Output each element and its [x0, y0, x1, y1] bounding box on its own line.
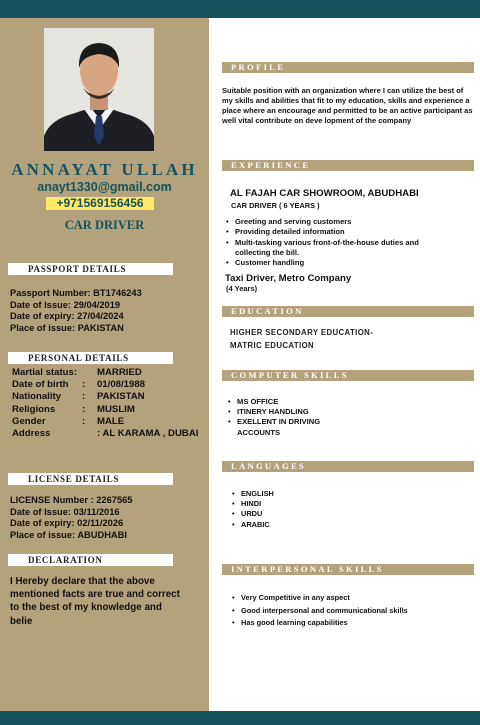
profile-summary: Suitable position with an organization where I can utilize the best of my skills and abilities that fit to my education, skills and experience a place where an encourage and permitted to be an active participant as well vital contribute on deve lopment of the company	[222, 86, 473, 125]
second-job-title: Taxi Driver, Metro Company	[225, 273, 352, 284]
list-item: • ARABIC	[232, 520, 392, 530]
declaration-heading: DECLARATION	[8, 554, 173, 566]
passport-heading: PASSPORT DETAILS	[8, 263, 173, 275]
personal-details-table	[12, 367, 198, 440]
passport-line: Date of expiry: 27/04/2024	[10, 311, 124, 322]
list-item: • Very Competitive in any aspect	[232, 592, 472, 605]
table-row	[12, 367, 198, 379]
detail-value: 01/08/1988	[97, 379, 146, 391]
detail-separator: :	[82, 391, 86, 403]
duties-list	[226, 217, 456, 268]
list-item: • URDU	[232, 509, 392, 519]
license-line: Date of expiry: 02/11/2026	[10, 518, 124, 529]
interpersonal-heading: INTERPERSONAL SKILLS	[222, 564, 474, 575]
company-name: AL FAJAH CAR SHOWROOM, ABUDHABI	[230, 188, 419, 199]
profile-photo	[44, 28, 154, 151]
interpersonal-skills-list	[232, 592, 472, 630]
detail-label: Martial status:	[12, 367, 78, 378]
license-line: LICENSE Number : 2267565	[10, 495, 133, 505]
job-role: CAR DRIVER ( 6 YEARS )	[231, 201, 320, 210]
table-row	[12, 404, 198, 416]
passport-line: Place of issue: PAKISTAN	[10, 323, 124, 334]
detail-separator: :	[82, 403, 86, 415]
table-row	[12, 391, 198, 403]
declaration-text: I Hereby declare that the above mentioned facts are true and correct to the best of my knowledge and belie	[10, 576, 180, 627]
list-item: • MS OFFICE	[228, 397, 428, 407]
list-item: HIGHER SECONDARY EDUCATION-	[230, 328, 374, 337]
detail-label: Religions	[12, 403, 56, 415]
list-item: • Multi-tasking various front-of-the-house duties and collecting the bill.	[226, 238, 456, 259]
detail-separator	[82, 367, 97, 379]
detail-value: : AL KARAMA , DUBAI	[97, 428, 199, 440]
languages-heading: LANGUAGES	[222, 461, 474, 472]
languages-list	[232, 489, 392, 530]
license-line: Place of issue: ABUDHABI	[10, 530, 127, 541]
profile-heading: PROFILE	[222, 62, 474, 73]
bottom-banner	[0, 711, 480, 725]
license-line: Date of Issue: 03/11/2016	[10, 506, 120, 517]
phone-highlight	[46, 197, 154, 210]
license-heading: LICENSE DETAILS	[8, 473, 173, 485]
detail-value: PAKISTAN	[97, 391, 145, 403]
detail-separator	[82, 428, 97, 440]
detail-label: Nationality	[12, 391, 62, 403]
detail-value: MARRIED	[97, 367, 142, 378]
list-item: • Providing detailed information	[226, 227, 456, 237]
list-item: • Has good learning capabilities	[232, 617, 472, 630]
personal-heading: PERSONAL DETAILS	[8, 352, 173, 364]
table-row	[12, 379, 198, 391]
list-item: • Greeting and serving customers	[226, 217, 456, 227]
detail-label: Address	[12, 428, 51, 440]
list-item: MATRIC EDUCATION	[230, 340, 315, 350]
table-row	[12, 428, 198, 440]
detail-label: Date of birth	[12, 379, 69, 391]
education-list	[230, 327, 373, 352]
passport-line: Date of Issue: 29/04/2019	[10, 299, 121, 310]
detail-separator: :	[82, 415, 86, 427]
computer-skills-list	[228, 397, 428, 438]
list-item: • Good interpersonal and communicational skills	[232, 605, 472, 618]
table-row	[12, 416, 198, 428]
passport-line: Passport Number: BT1746243	[10, 288, 142, 298]
list-item: • Customer handling	[226, 258, 456, 268]
second-job-years: (4 Years)	[226, 284, 258, 293]
email-address[interactable]: anayt1330@gmail.com	[37, 180, 172, 194]
list-item: • ITINERY HANDLING	[228, 407, 428, 417]
detail-value: MUSLIM	[97, 403, 135, 415]
detail-label: Gender	[12, 415, 46, 427]
detail-value: MALE	[97, 415, 125, 427]
list-item: • ENGLISH	[232, 489, 392, 499]
passport-details	[10, 288, 205, 335]
candidate-name: ANNAYAT ULLAH	[11, 160, 198, 179]
license-details	[10, 495, 205, 542]
phone-number[interactable]: +971569156456	[56, 196, 144, 210]
list-item: • HINDI	[232, 499, 392, 509]
education-heading: EDUCATION	[222, 306, 474, 317]
top-banner	[0, 0, 480, 18]
job-title: CAR DRIVER	[64, 218, 145, 232]
portrait-image	[44, 28, 154, 151]
detail-separator: :	[82, 379, 86, 391]
computer-skills-heading: COMPUTER SKILLS	[222, 370, 474, 381]
experience-heading: EXPERIENCE	[222, 160, 474, 171]
list-item: • EXELLENT IN DRIVING ACCOUNTS	[228, 417, 328, 437]
